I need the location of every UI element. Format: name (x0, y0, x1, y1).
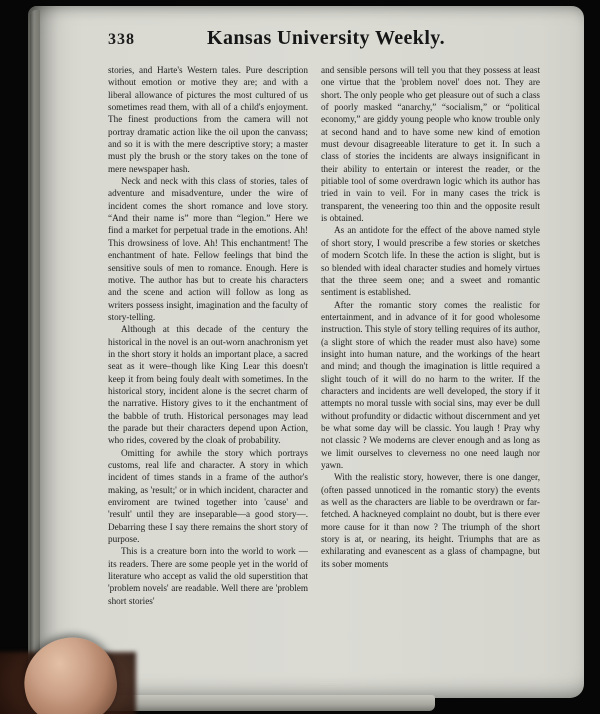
paragraph: This is a creature born into the world to work —its readers. There are some people yet in the world of literature who accept as valid the old superstition that 'problem novels' are readable. Well there are 'problem short stories' (108, 546, 308, 606)
book-page (28, 6, 584, 698)
left-column (108, 64, 308, 607)
paragraph: Omitting for awhile the story which portrays customs, real life and character. A story in which incident of times stands in a frame of the author's making, as 'result;' or in which incident, character and enviroment are twined together into 'cause' and 'result' until they are inseparable—a good story—. Debarring these I say there remains the short story of purpose. (108, 447, 308, 545)
paragraph: and sensible persons will tell you that they possess at least one virtue that the 'problem novel' does not. They are short. The only people who get pleasure out of such a class of poorly masked “anarchy,” “socialism,” or “political economy,” are giddy young people who know trouble only at second hand and to have some new kind of emotion must devour disagreeable literature to get it. In such a class of stories the incidents are always insignificant in their ability to entertain or interest the reader, or the pitiable tool of some overdrawn logic which its author has tried in vain to veil. For in many cases the trick is transparent, the veneering too thin and the opposite result is obtained. (321, 65, 540, 224)
paragraph: With the realistic story, however, there is one danger, (often passed unnoticed in the romantic story) the events as well as the characters are liable to be overdrawn or far-fetched. A hackneyed complaint no doubt, but is there ever more cause for it than now ? The triumph of the short story is at, or nearing, its height. Triumphs that are as exhilarating and evanescent as a glass of champagne, but its sober moments (321, 472, 540, 569)
paragraph: Neck and neck with this class of stories, tales of adventure and misadventure, under the wire of incident comes the short romance and love story. “And their name is” more than “legion.” Here we find a market for perpetual trade in the emotions. Ah! This drowsiness of love. Ah! This enchantment! The enchantment of hate. Fellow feelings that bind the sensitive souls of men to romance. Enough. Here is motive. The author has but to create his characters and the scene and action will follow as long as writers possess insight, imagination and the faculty of story-telling. (108, 176, 308, 322)
right-column (321, 64, 540, 607)
journal-title: Kansas University Weekly. (207, 27, 445, 49)
page-number: 338 (108, 31, 135, 48)
text-columns (108, 64, 540, 607)
paragraph: stories, and Harte's Western tales. Pure description without emotion or motive they are; and with a liberal allowance of pictures the most cultured of us sometimes read them, with all of a child's enjoyment. The finest productions from the camera will not portray dramatic action like the oil upon the canvass; and so it is with the mere descriptive story; a master must ply the brush or the story takes on the tone of mere newspaper hash. (108, 65, 308, 174)
paragraph: As an antidote for the effect of the above named style of short story, I would prescribe a few stories or sketches of modern Scotch life. In these the action is slight, but is so blended with ideal character studies and homely virtues that the three seem one; and a sweet and romantic sentiment is established. (321, 225, 540, 298)
spine-page-edges (30, 10, 40, 686)
bottom-page-edges (90, 695, 435, 711)
paragraph: Although at this decade of the century the historical in the novel is an out-worn anachronism yet in the short story it holds an important place, a sacred seat as it were–though like King Lear this doesn't keep it from being fouly dealt with sometimes. In the historical story, incident alone is the secret charm of the narrative. History gives to it the enchantment of the babble of truth. Historical personages may lead the parade but their characters depend upon Action, who rides, covered by the cloak of probability. (108, 324, 308, 446)
paragraph: After the romantic story comes the realistic for entertainment, and in advance of it for good wholesome instruction. This style of story telling requires of its author, (a slight store of which the reader must also have) some insight into human nature, and the workings of the heart and mind; and though the imagination is little required a slight touch of it will do no harm to the writer. If the characters and incidents are well developed, the story if it attempts no moral tussle with social sins, may ever be dull without profundity or didactic without discernment and yet be what some day will be classic. You laugh ! Pray why not classic ? We moderns are clever enough and as long as we limit ourselves to cleverness no one need laugh nor yawn. (321, 299, 540, 470)
